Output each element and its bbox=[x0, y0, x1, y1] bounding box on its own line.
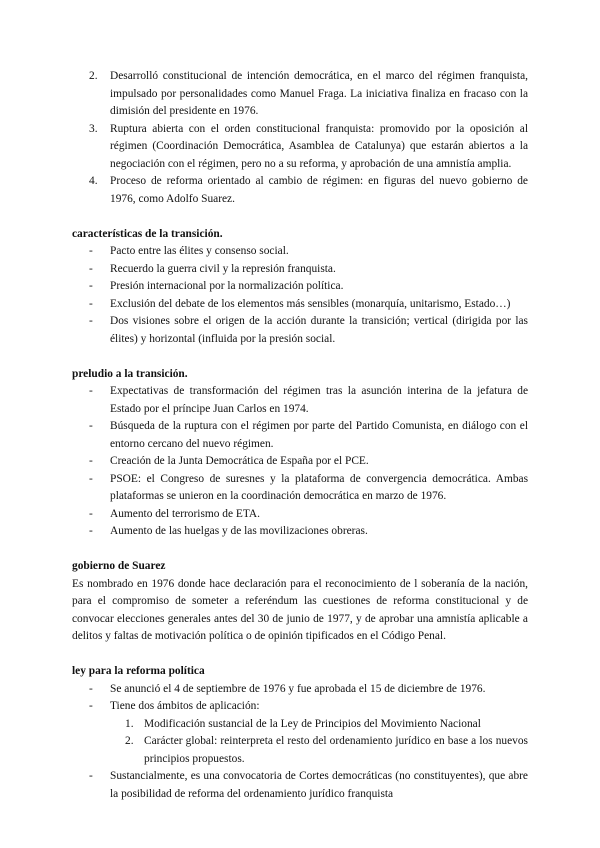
document-body bbox=[72, 68, 528, 803]
caracteristicas-heading: características de la transición. bbox=[72, 227, 223, 240]
list-item: - Aumento de las huelgas y de las movilizaciones obreras. bbox=[89, 525, 368, 537]
list-item: - Creación de la Junta Democrática de España por el PCE. bbox=[89, 455, 369, 467]
ley-list bbox=[72, 681, 528, 804]
list-item: - Sustancialmente, es una convocatoria de Cortes democráticas (no constituyentes), que abre la posibilidad de reforma del ordenamiento jurídico franquista bbox=[89, 770, 528, 800]
list-item: - Se anunció el 4 de septiembre de 1976 y fue aprobada el 15 de diciembre de 1976. bbox=[89, 682, 486, 695]
list-item: - PSOE: el Congreso de suresnes y la plataforma de convergencia democrática. Ambas plataformas se unieron en la coordinación democrática en marzo de 1976. bbox=[89, 472, 528, 502]
gobierno-paragraph: Es nombrado en 1976 donde hace declaración para el reconocimiento de l soberanía de la nación, para el compromiso de someter a referéndum las cuestiones de reforma constitucional y de convocar elecciones generales antes del 30 de junio de 1977, y de aprobar una amnistía aplicable a delitos y faltas de motivación política o de opinión tipificados en el Código Penal. bbox=[72, 577, 528, 642]
item-text: Desarrolló constitucional de intención democrática, en el marco del régimen franquista, impulsado por personalidades como Manuel Fraga. La iniciativa finaliza en fracaso con la dimisión del presidente en 1976. bbox=[110, 70, 528, 117]
list-item: - Dos visiones sobre el origen de la acción durante la transición; vertical (dirigida por las élites) y horizontal (influida por la presión social. bbox=[89, 315, 528, 345]
item-number: 4. bbox=[89, 175, 98, 187]
item-text: Ruptura abierta con el orden constitucional franquista: promovido por la oposición al régimen (Coordinación Democrática, Asamblea de Catalunya) que estarán abiertos a la negociación con el régimen, pero no a su reforma, y aprobación de una amnistía amplia. bbox=[110, 122, 528, 170]
intro-numbered-list bbox=[72, 68, 528, 208]
list-item bbox=[72, 68, 528, 121]
sub-list-item: 1. Modificación sustancial de la Ley de Principios del Movimiento Nacional bbox=[125, 717, 481, 730]
list-item: - Presión internacional por la normalización política. bbox=[89, 280, 344, 292]
item-text: Proceso de reforma orientado al cambio de régimen: en figuras del nuevo gobierno de 1976, como Adolfo Suarez. bbox=[110, 175, 528, 205]
gobierno-heading: gobierno de Suarez bbox=[72, 560, 166, 572]
preludio-heading: preludio a la transición. bbox=[72, 367, 188, 380]
list-item: - Exclusión del debate de los elementos más sensibles (monarquía, unitarismo, Estado…) bbox=[89, 297, 511, 310]
ley-heading: ley para la reforma política bbox=[72, 665, 205, 677]
list-item: - Pacto entre las élites y consenso social. bbox=[89, 245, 289, 257]
list-item bbox=[72, 173, 528, 208]
list-item bbox=[72, 121, 528, 174]
list-item: - Expectativas de transformación del régimen tras la asunción interina de la jefatura de Estado por el príncipe Juan Carlos en 1974. bbox=[89, 385, 528, 415]
list-item: - Búsqueda de la ruptura con el régimen por parte del Partido Comunista, en diálogo con el entorno cercano del nuevo régimen. bbox=[89, 420, 528, 450]
caracteristicas-list bbox=[72, 243, 528, 348]
item-number: 3. bbox=[89, 122, 98, 135]
item-number: 2. bbox=[89, 70, 98, 82]
list-item: - Tiene dos ámbitos de aplicación: bbox=[89, 700, 260, 712]
sub-list-item: 2. Carácter global: reinterpreta el resto del ordenamiento jurídico en base a los nuevos principios propuestos. bbox=[125, 735, 528, 765]
list-item: - Aumento del terrorismo de ETA. bbox=[89, 507, 260, 520]
preludio-list bbox=[72, 383, 528, 541]
list-item: - Recuerdo la guerra civil y la represión franquista. bbox=[89, 262, 336, 275]
